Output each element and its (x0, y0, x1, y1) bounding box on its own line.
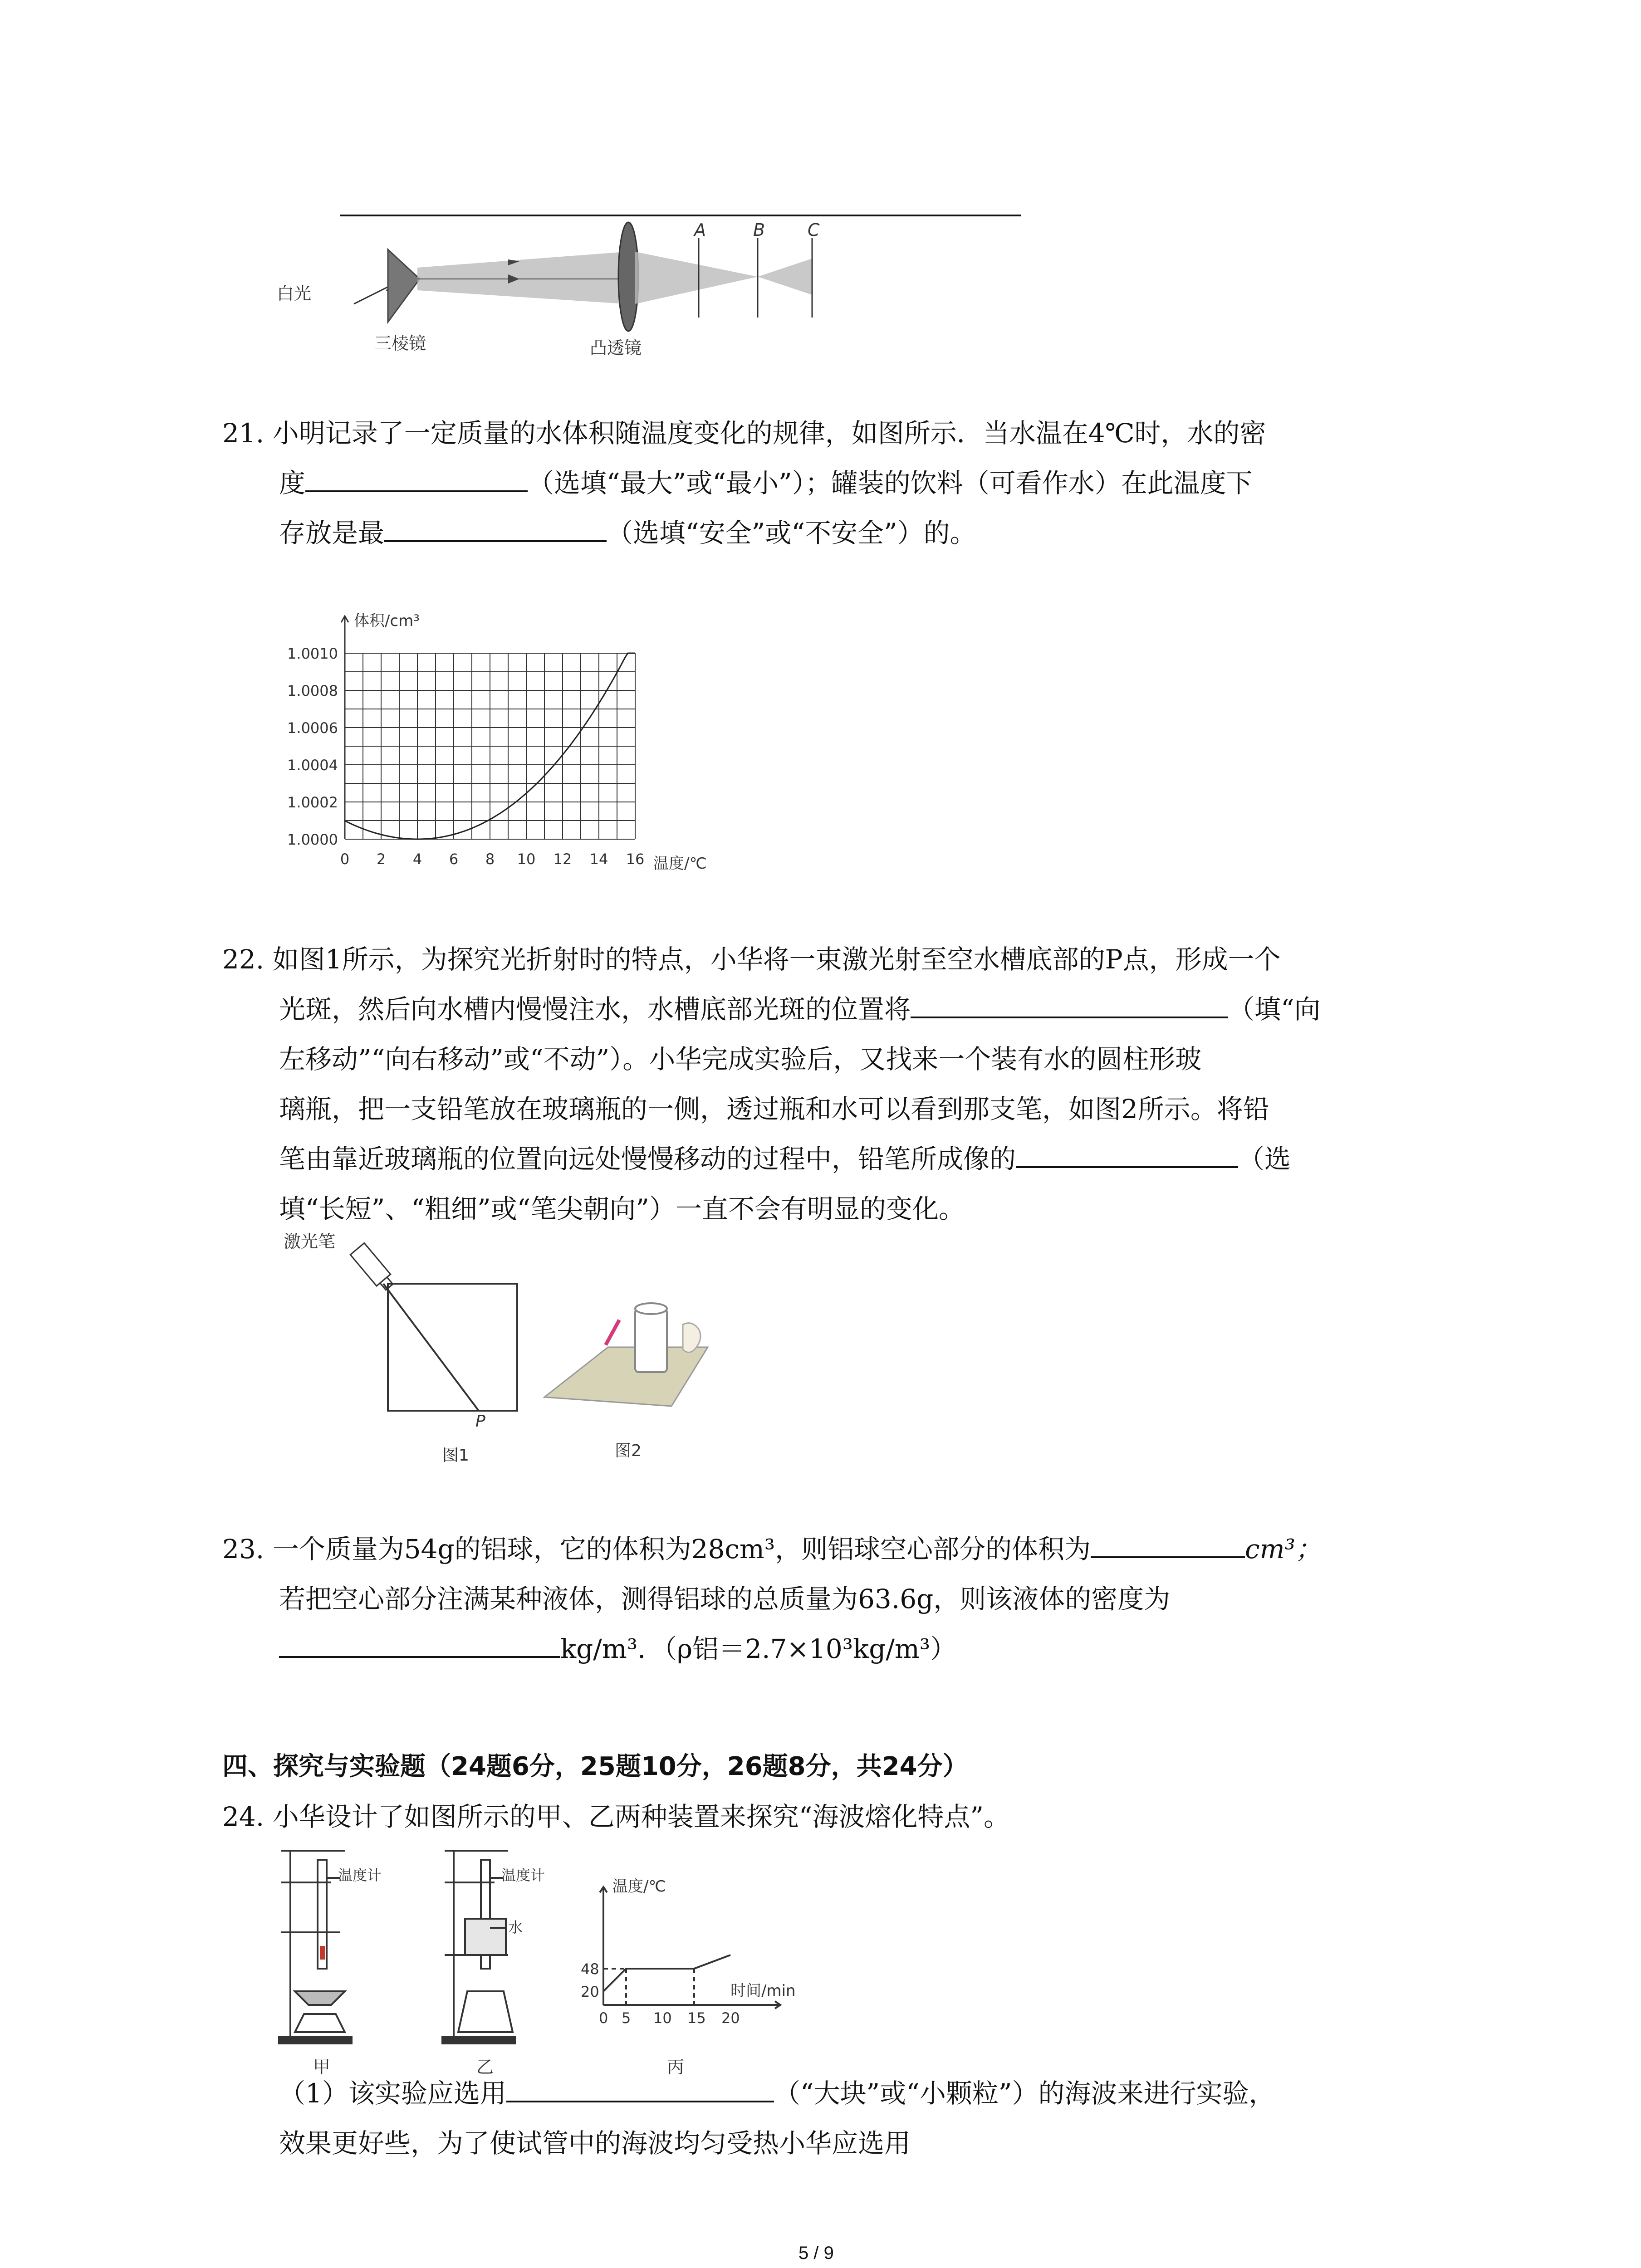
question-21 (222, 408, 1266, 558)
x-tick-label: 14 (589, 850, 608, 868)
label-b: B (753, 220, 765, 240)
page-number: 5 / 9 (798, 2243, 834, 2263)
label-c: C (808, 220, 820, 240)
q21-line2a: 度 (279, 468, 306, 499)
label-jia: 甲 (313, 2057, 331, 2077)
y-tick-label: 1.0000 (287, 831, 338, 848)
x-tick-label: 2 (376, 850, 386, 868)
q23-number: 23. (222, 1534, 265, 1564)
q24-part1b: （“大块”或“小颗粒”）的海波来进行实验， (774, 2078, 1275, 2109)
y-axis-label: 体积/cm³ (354, 612, 420, 630)
label-yi: 乙 (476, 2057, 494, 2077)
q22-line2b: （填“向 (1228, 994, 1321, 1025)
y-tick-label: 1.0004 (287, 757, 338, 774)
question-24 (222, 1792, 1010, 1842)
label-thermometer-yi: 温度计 (501, 1867, 545, 1884)
y-tick-label: 1.0002 (287, 794, 338, 811)
graph-y-20: 20 (581, 1983, 599, 2000)
y-tick-label: 1.0008 (287, 682, 338, 699)
q24-line1: 小华设计了如图所示的甲、乙两种装置来探究“海波熔化特点”。 (272, 1801, 1010, 1832)
q24-part2: 效果更好些，为了使试管中的海波均匀受热小华应选用 (279, 2128, 911, 2159)
q23-line1a: 一个质量为54g的铝球，它的体积为28cm³，则铝球空心部分的体积为 (272, 1534, 1091, 1564)
q21-number: 21. (222, 418, 265, 449)
q22-blank-1[interactable] (911, 989, 1228, 1018)
label-fig1: 图1 (442, 1446, 469, 1465)
q22-line4: 璃瓶，把一支铅笔放在玻璃瓶的一侧，透过瓶和水可以看到那支笔，如图2所示。将铅 (279, 1094, 1269, 1124)
q21-line1: 小明记录了一定质量的水体积随温度变化的规律，如图所示．当水温在4℃时，水的密 (272, 418, 1266, 449)
q21-blank-2[interactable] (384, 513, 607, 542)
y-tick-label: 1.0006 (287, 719, 338, 737)
q22-number: 22. (222, 944, 265, 975)
x-tick-label: 16 (626, 850, 645, 868)
q22-line5b: （选 (1238, 1144, 1291, 1174)
q21-line3b: （选填“安全”或“不安全”）的。 (607, 518, 976, 548)
q24-part1a: （1）该实验应选用 (279, 2078, 506, 2109)
q23-blank-2[interactable] (279, 1629, 560, 1658)
figure-laser-tank (272, 1225, 771, 1488)
q22-line3: 左移动”“向右移动”或“不动”）。小华完成实验后，又找来一个装有水的圆柱形玻 (279, 1044, 1202, 1075)
q23-line3b: kg/m³．（ρ铝＝2.7×10³kg/m³） (560, 1633, 957, 1664)
q23-line2: 若把空心部分注满某种液体，测得铝球的总质量为63.6g，则该液体的密度为 (279, 1584, 1171, 1614)
graph-ylabel: 温度/℃ (612, 1877, 666, 1896)
graph-x-15: 15 (687, 2009, 706, 2027)
label-water: 水 (508, 1919, 523, 1936)
q21-blank-1[interactable] (305, 463, 528, 492)
x-tick-label: 8 (485, 850, 495, 868)
label-a: A (694, 220, 706, 240)
figure-prism-lens (272, 200, 1043, 372)
graph-x-5: 5 (622, 2009, 631, 2027)
x-axis-label: 温度/℃ (653, 855, 707, 873)
graph-x-10: 10 (653, 2009, 672, 2027)
q21-line3a: 存放是最 (279, 518, 385, 548)
question-22 (222, 934, 1321, 1234)
q23-blank-1[interactable] (1091, 1529, 1245, 1558)
graph-xlabel: 时间/min (730, 1982, 796, 2000)
figure-apparatus (277, 1842, 912, 2077)
q22-blank-2[interactable] (1016, 1139, 1238, 1168)
x-tick-label: 12 (553, 850, 572, 868)
label-bing: 丙 (667, 2057, 685, 2077)
q22-line1: 如图1所示，为探究光折射时的特点，小华将一束激光射至空水槽底部的P点，形成一个 (272, 944, 1281, 975)
x-tick-label: 4 (412, 850, 422, 868)
x-tick-label: 0 (340, 850, 350, 868)
label-p: P (475, 1412, 485, 1431)
label-prism: 三棱镜 (374, 333, 426, 353)
graph-y-48: 48 (581, 1960, 599, 1978)
label-thermometer-jia: 温度计 (338, 1867, 382, 1884)
x-tick-label: 6 (449, 850, 459, 868)
label-fig2: 图2 (615, 1442, 642, 1460)
question-23 (222, 1524, 1322, 1674)
graph-x-20: 20 (721, 2009, 740, 2027)
x-tick-label: 10 (517, 850, 536, 868)
label-laser-pen: 激光笔 (284, 1232, 336, 1251)
q23-line1b: cm³； (1245, 1534, 1322, 1564)
label-white-light: 白光 (277, 284, 312, 303)
volume-temperature-chart (254, 599, 753, 889)
q22-line2a: 光斑，然后向水槽内慢慢注水，水槽底部光斑的位置将 (279, 994, 911, 1025)
q24-number: 24. (222, 1801, 265, 1832)
section-heading: 四、探究与实验题（24题6分，25题10分，26题8分，共24分） (222, 1752, 968, 1781)
question-24-part1 (279, 2068, 1275, 2168)
q22-line6: 填“长短”、“粗细”或“笔尖朝向”）一直不会有明显的变化。 (279, 1193, 965, 1224)
q21-line2b: （选填“最大”或“最小”）；罐装的饮料（可看作水）在此温度下 (528, 468, 1253, 499)
q22-line5a: 笔由靠近玻璃瓶的位置向远处慢慢移动的过程中，铅笔所成像的 (279, 1144, 1016, 1174)
graph-x-0: 0 (599, 2009, 608, 2027)
y-tick-label: 1.0010 (287, 645, 338, 662)
q24-blank-1[interactable] (506, 2073, 774, 2102)
label-lens: 凸透镜 (590, 338, 642, 358)
